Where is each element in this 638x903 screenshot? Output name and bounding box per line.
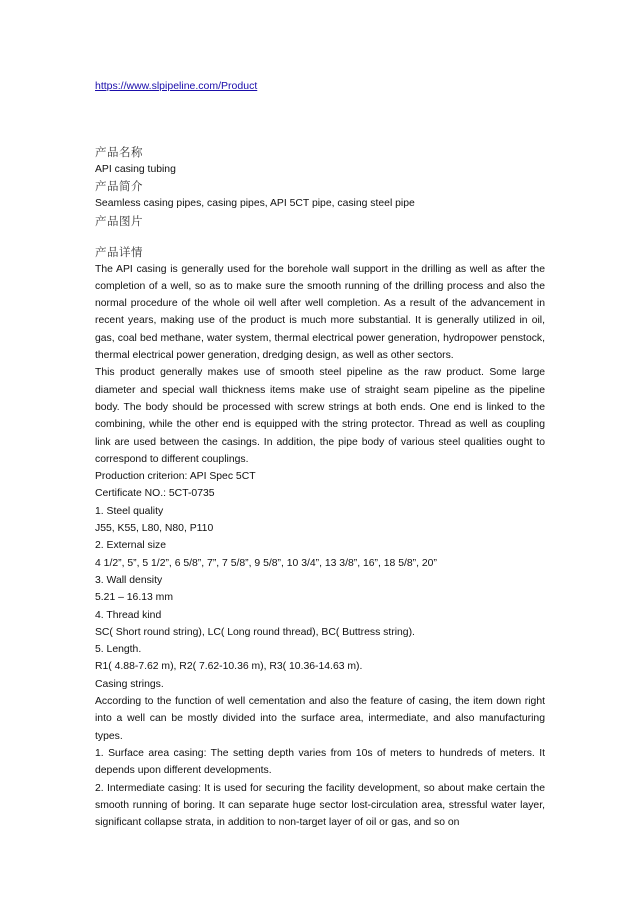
steel-quality-value: J55, K55, L80, N80, P110 [95, 523, 214, 535]
external-size-value: 4 1/2”, 5”, 5 1/2”, 6 5/8”, 7”, 7 5/8”, 9 5/8”, 10 3/4”, 13 3/8”, 16”, 18 5/8”, 20” [95, 557, 437, 569]
production-criterion: Production criterion: API Spec 5CT [95, 471, 256, 483]
product-intro-heading: 产品简介 [95, 179, 143, 194]
wall-density-heading: 3. Wall density [95, 574, 163, 586]
paragraph-intermediate-casing: 2. Intermediate casing: It is used for securing the facility development, so about make certain the smooth running of boring. It can separate huge sector lost-circulation area, stressful water layer, significant collapse strata, in addition to non-target layer of oil or gas, and so on [95, 782, 545, 829]
casing-strings-heading: Casing strings. [95, 678, 164, 690]
product-name-value: API casing tubing [95, 164, 176, 175]
product-intro-value: Seamless casing pipes, casing pipes, API 5CT pipe, casing steel pipe [95, 198, 415, 210]
certificate-number: Certificate NO.: 5CT-0735 [95, 488, 215, 500]
product-name-heading: 产品名称 [95, 145, 143, 159]
product-image-heading: 产品图片 [95, 213, 143, 228]
paragraph-casing-types: According to the function of well cementation and also the feature of casing, the item down right into a well can be mostly divided into the surface area, intermediate, and also manufacturing types. [95, 696, 545, 742]
paragraph-intro: The API casing is generally used for the borehole wall support in the drilling as well as after the completion of a well, so as to make sure the smooth running of the drilling process and also the normal procedure of the whole oil well after well completion. As a result of the advancement in recent years, making use of the product is much more substantial. It is generally utilized in oil, gas, coal bed methane, water system, thermal electrical power generation, hydropower penstock, thermal electrical power generation, dredging design, as well as other sectors. [95, 263, 545, 362]
external-size-heading: 2. External size [95, 540, 167, 552]
length-value: R1( 4.88-7.62 m), R2( 7.62-10.36 m), R3( 10.36-14.63 m). [95, 661, 363, 673]
document-body [95, 144, 545, 831]
thread-kind-value: SC( Short round string), LC( Long round thread), BC( Buttress string). [95, 626, 415, 638]
wall-density-value: 5.21 – 16.13 mm [95, 592, 173, 604]
length-heading: 5. Length. [95, 644, 142, 656]
product-detail-heading: 产品详情 [95, 244, 143, 259]
thread-kind-heading: 4. Thread kind [95, 609, 162, 621]
paragraph-surface-casing: 1. Surface area casing: The setting depth varies from 10s of meters to hundreds of meters. It depends upon different developments. [95, 747, 545, 777]
steel-quality-heading: 1. Steel quality [95, 505, 164, 517]
paragraph-material: This product generally makes use of smooth steel pipeline as the raw product. Some large diameter and special wall thickness items make use of straight seam pipeline as the pipeline body. The body should be processed with screw strings at both ends. One end is linked to the combining, while the other end is equipped with the string protector. Thread as well as coupling link are used between the casings. In addition, the pipe body of various steel qualities ought to correspond to different couplings. [95, 367, 545, 465]
product-url-link[interactable]: https://www.slpipeline.com/Product [95, 80, 258, 92]
